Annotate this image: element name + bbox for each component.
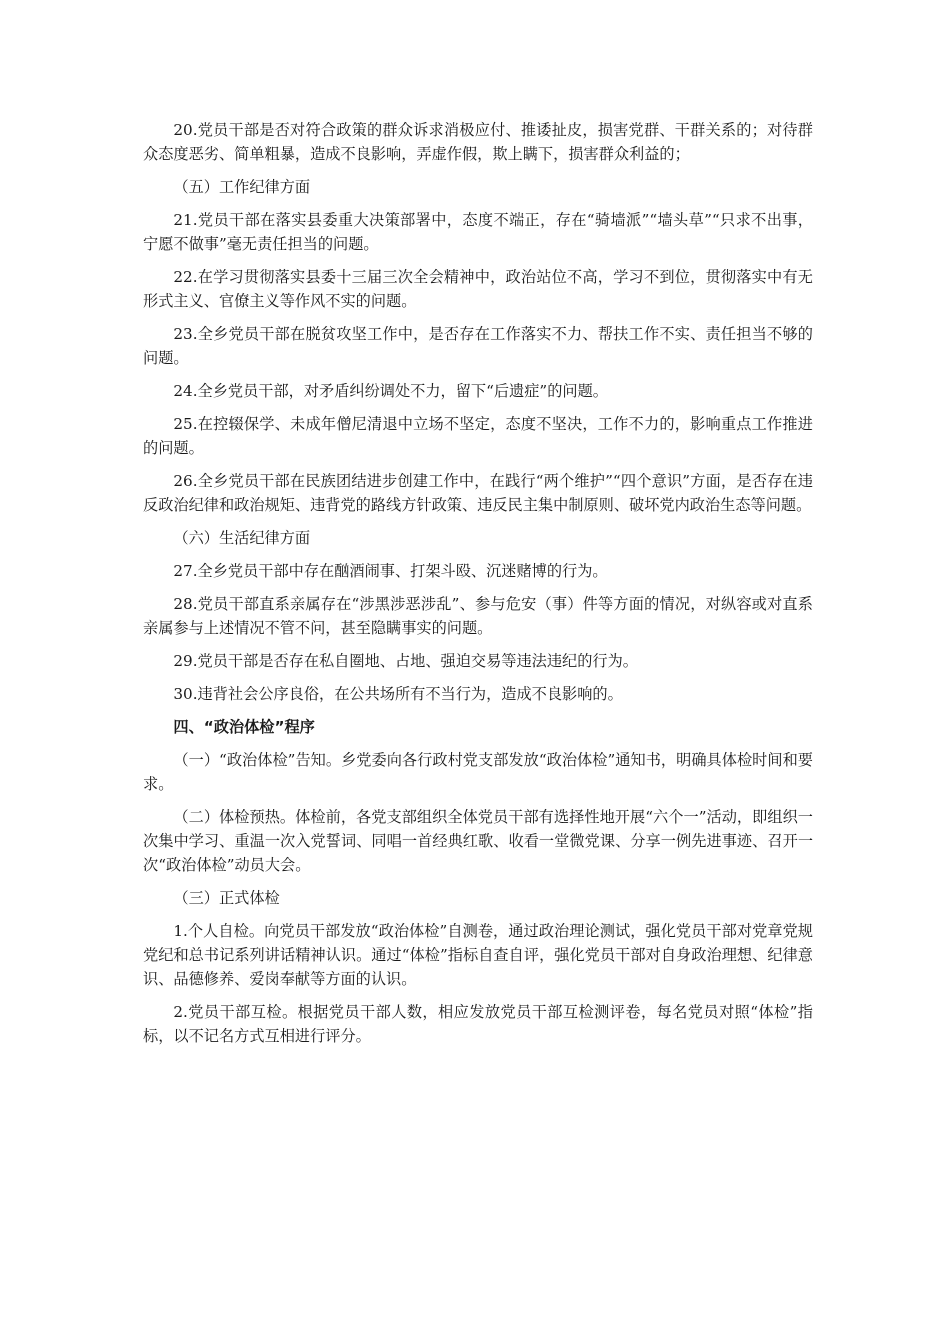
section-heading-work-discipline: （五）工作纪律方面	[173, 178, 311, 196]
paragraph-item-22: 22.在学习贯彻落实县委十三届三次全会精神中，政治站位不高，学习不到位，贯彻落实中有无形式主义、官僚主义等作风不实的问题。	[143, 268, 813, 310]
paragraph-item-21: 21.党员干部在落实县委重大决策部署中，态度不端正，存在“骑墙派”“墙头草”“只求不出事，宁愿不做事”毫无责任担当的问题。	[143, 211, 813, 253]
paragraph-item-27: 27.全乡党员干部中存在酗酒闹事、打架斗殴、沉迷赌博的行为。	[173, 562, 608, 580]
paragraph-item-26: 26.全乡党员干部在民族团结进步创建工作中，在践行“两个维护”“四个意识”方面，是否存在违反政治纪律和政治规矩、违背党的路线方针政策、违反民主集中制原则、破坏党内政治生态等问题。	[143, 472, 813, 514]
paragraph-item-29: 29.党员干部是否存在私自圈地、占地、强迫交易等违法违纪的行为。	[173, 652, 638, 670]
paragraph-item-25: 25.在控辍保学、未成年僧尼清退中立场不坚定，态度不坚决，工作不力的，影响重点工作推进的问题。	[143, 415, 813, 457]
paragraph-self-check: 1.个人自检。向党员干部发放“政治体检”自测卷，通过政治理论测试，强化党员干部对党章党规党纪和总书记系列讲话精神认识。通过“体检”指标自查自评，强化党员干部对自身政治理想、纪律意识、品德修养、爱岗奉献等方面的认识。	[143, 922, 813, 988]
paragraph-procedure-warmup: （二）体检预热。体检前，各党支部组织全体党员干部有选择性地开展“六个一”活动，即组织一次集中学习、重温一次入党誓词、同唱一首经典红歌、收看一堂微党课、分享一例先进事迹、召开一次“政治体检”动员大会。	[143, 808, 813, 874]
paragraph-item-24: 24.全乡党员干部，对矛盾纠纷调处不力，留下“后遗症”的问题。	[173, 382, 608, 400]
paragraph-procedure-notice: （一）“政治体检”告知。乡党委向各行政村党支部发放“政治体检”通知书，明确具体检时间和要求。	[143, 751, 813, 793]
section-heading-life-discipline: （六）生活纪律方面	[173, 529, 311, 547]
paragraph-mutual-check: 2.党员干部互检。根据党员干部人数，相应发放党员干部互检测评卷，每名党员对照“体检”指标，以不记名方式互相进行评分。	[143, 1003, 813, 1045]
document-page	[143, 118, 813, 1057]
paragraph-item-20: 20.党员干部是否对符合政策的群众诉求消极应付、推诿扯皮，损害党群、干群关系的；对待群众态度恶劣、简单粗暴，造成不良影响，弄虚作假，欺上瞒下，损害群众利益的；	[143, 121, 813, 163]
section-heading-formal-exam: （三）正式体检	[173, 889, 280, 907]
paragraph-item-28: 28.党员干部直系亲属存在“涉黑涉恶涉乱”、参与危安（事）件等方面的情况，对纵容或对直系亲属参与上述情况不管不问，甚至隐瞒事实的问题。	[143, 595, 813, 637]
paragraph-item-30: 30.违背社会公序良俗，在公共场所有不当行为，造成不良影响的。	[173, 685, 623, 703]
paragraph-item-23: 23.全乡党员干部在脱贫攻坚工作中，是否存在工作落实不力、帮扶工作不实、责任担当不够的问题。	[143, 325, 813, 367]
chapter-heading-procedure: 四、“政治体检”程序	[173, 718, 315, 736]
